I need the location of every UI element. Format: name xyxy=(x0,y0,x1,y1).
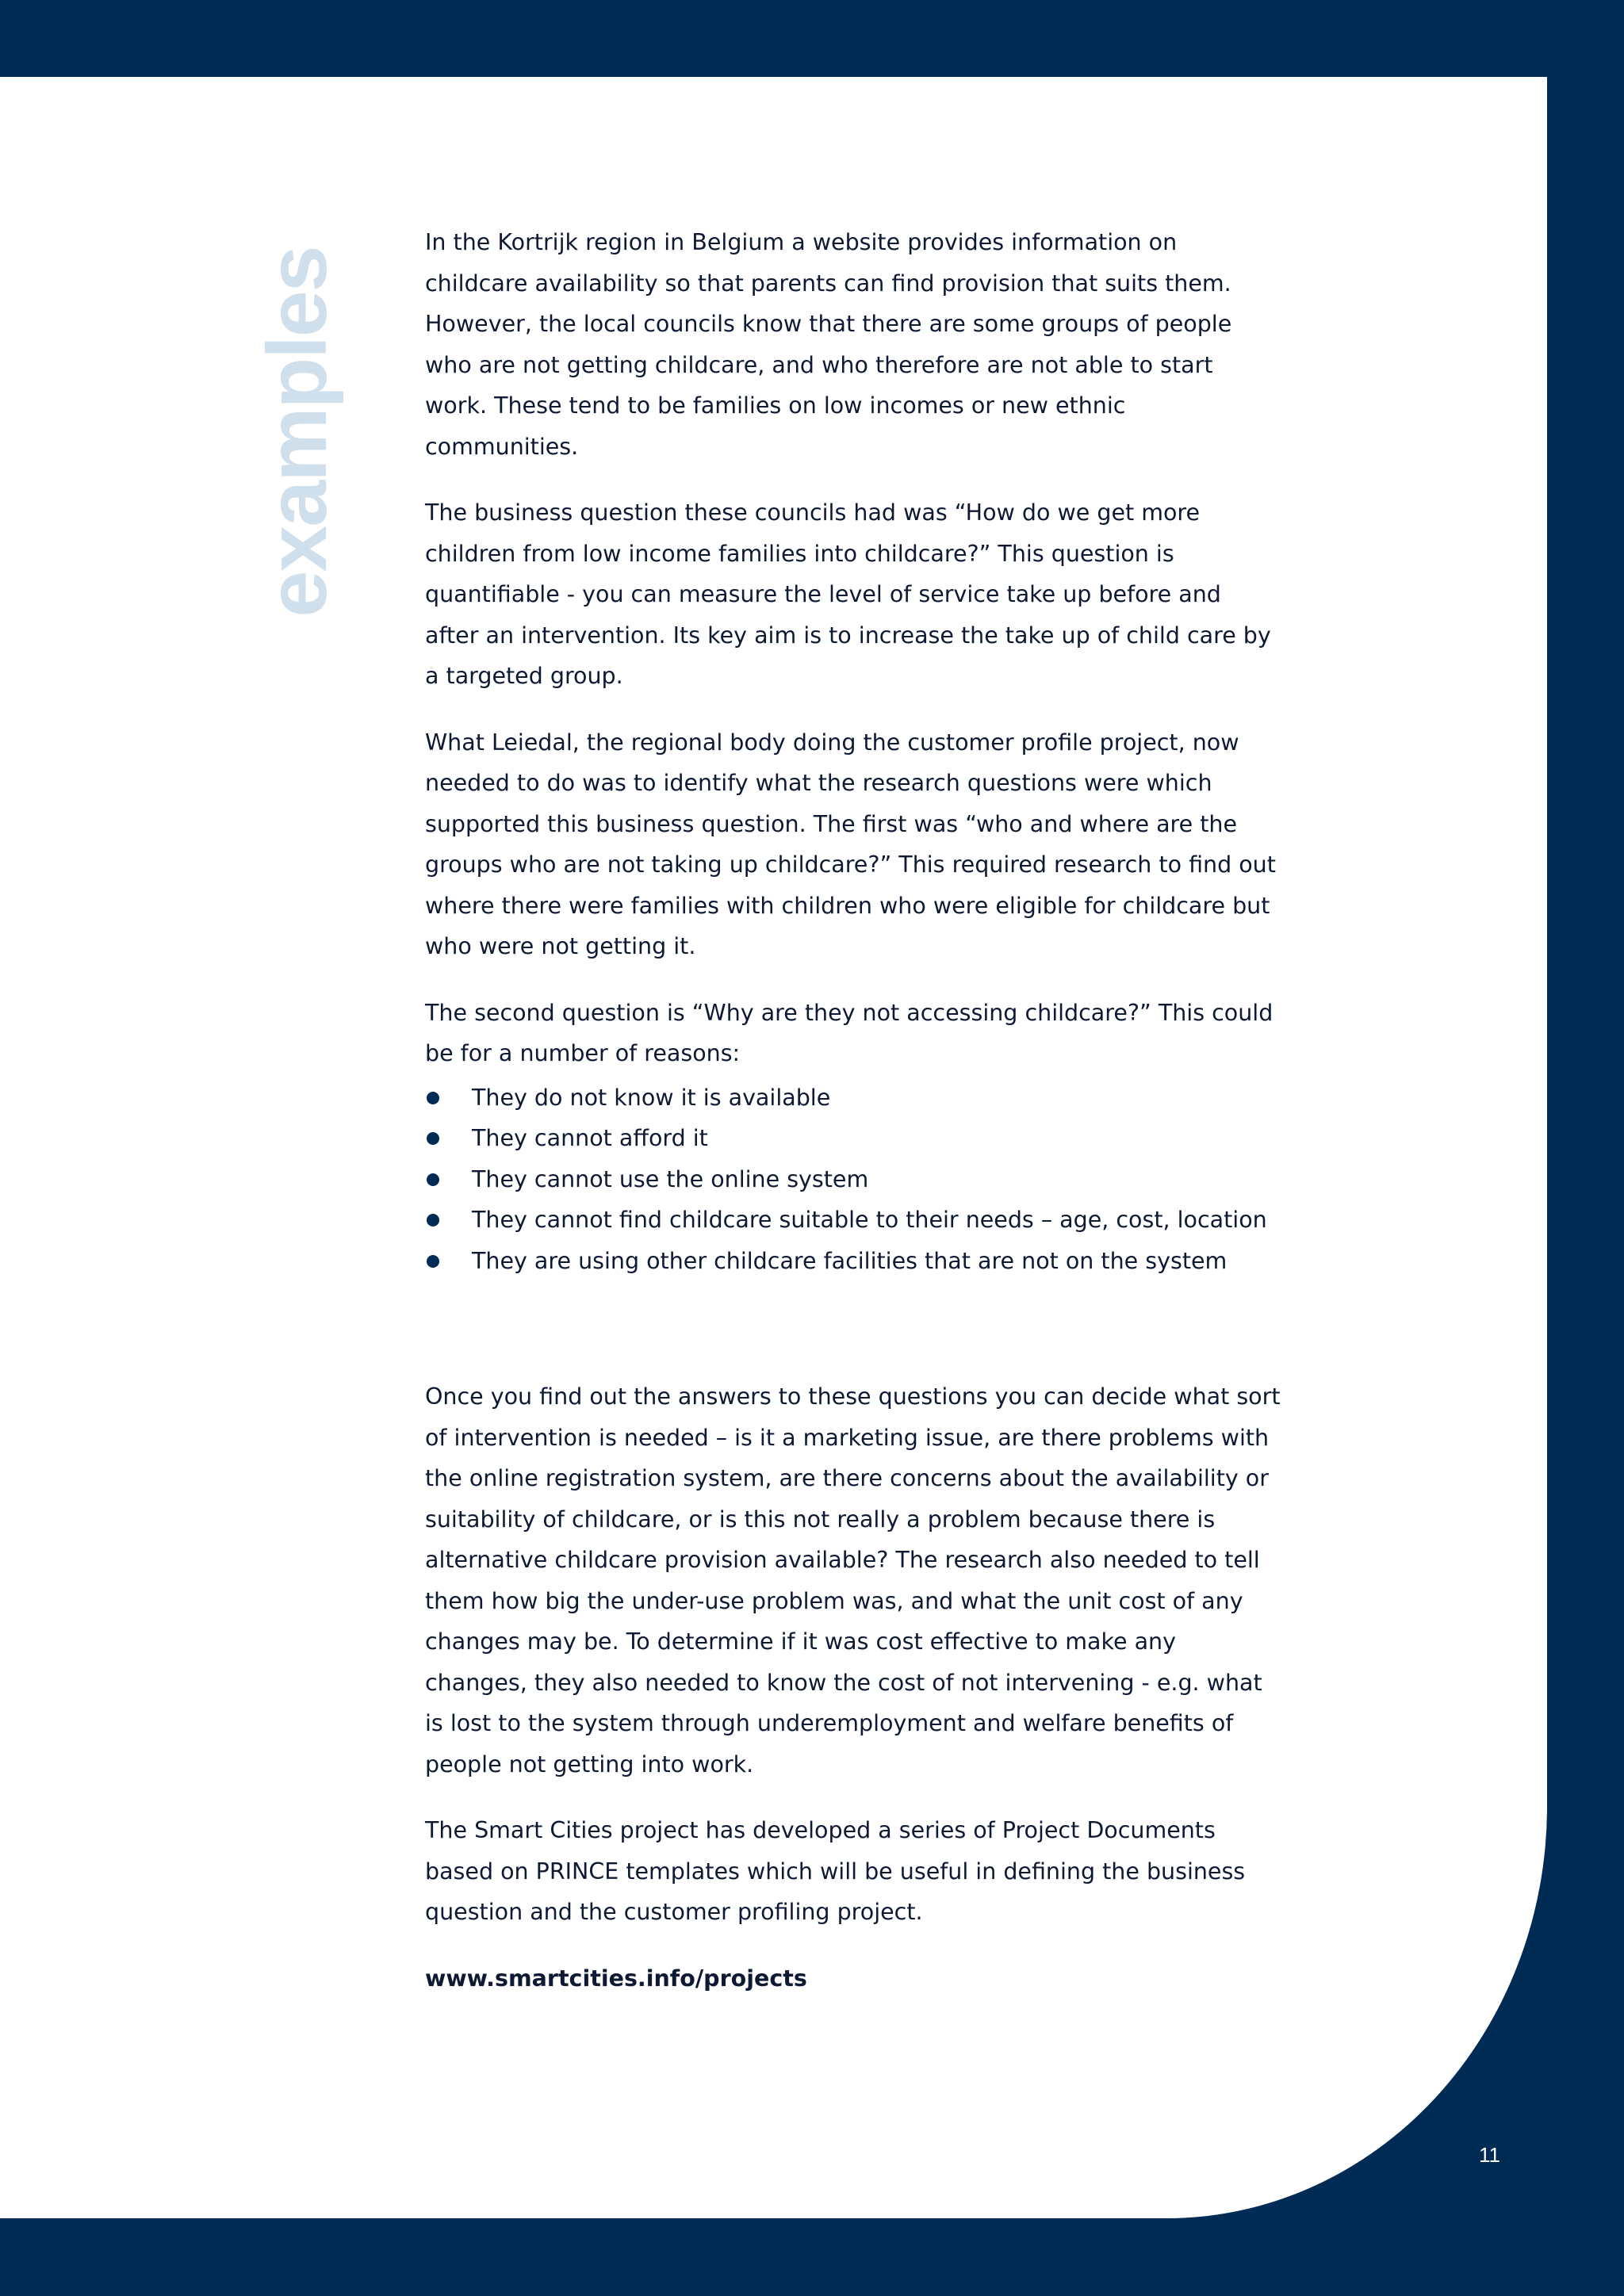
paragraph-business-question: The business question these councils had was “How do we get more children from low income families into childcare?” This question is quantifiable - you can measure the level of service take up before and after an intervention. Its key aim is to increase the take up of child care by a targeted group. xyxy=(425,499,1271,689)
paragraph-project-documents: The Smart Cities project has developed a series of Project Documents based on PRINCE templates which will be useful in defining the business question and the customer profiling project. xyxy=(425,1817,1246,1926)
paragraph-intro: In the Kortrijk region in Belgium a website provides information on childcare availability so that parents can find provision that suits them. However, the local councils know that there are some groups of people who are not getting childcare, and who therefore are not able to start work. These tend to be families on low incomes or new ethnic communities. xyxy=(425,229,1232,460)
list-item-text: They are using other childcare facilities that are not on the system xyxy=(472,1247,1228,1274)
list-item xyxy=(425,1241,1281,1282)
bullet-dot-icon xyxy=(427,1132,439,1145)
list-item xyxy=(425,1118,1281,1159)
page-number: 11 xyxy=(1479,2143,1500,2167)
section-gap xyxy=(425,1281,1281,1376)
list-item xyxy=(425,1077,1281,1119)
list-item-text: They cannot afford it xyxy=(472,1125,708,1152)
reasons-list xyxy=(425,1077,1281,1282)
list-item-text: They cannot find childcare suitable to their needs – age, cost, location xyxy=(472,1207,1267,1234)
list-item-text: They do not know it is available xyxy=(472,1084,831,1111)
bullet-dot-icon xyxy=(427,1214,439,1226)
document-body xyxy=(425,222,1281,2024)
projects-link[interactable]: www.smartcities.info/projects xyxy=(425,1965,807,1992)
paragraph-interventions: Once you find out the answers to these questions you can decide what sort of intervention is needed – is it a marketing issue, are there problems with the online registration system, are there concerns about the availability or suitability of childcare, or is this not really a problem because there is alternative childcare provision available? The research also needed to tell them how big the under-use problem was, and what the unit cost of any changes may be. To determine if it was cost effective to make any changes, they also needed to know the cost of not intervening - e.g. what is lost to the system through underemployment and welfare benefits of people not getting into work. xyxy=(425,1383,1281,1777)
bullet-dot-icon xyxy=(427,1092,439,1104)
list-item-text: They cannot use the online system xyxy=(472,1165,869,1192)
paragraph-research-questions: What Leiedal, the regional body doing the customer profile project, now needed to do was to identify what the research questions were which supported this business question. The first was “who and where are the groups who are not taking up childcare?” This required research to find out where there were families with children who were eligible for childcare but who were not getting it. xyxy=(425,729,1276,959)
list-item xyxy=(425,1159,1281,1200)
paragraph-second-question: The second question is “Why are they not accessing childcare?” This could be for a number of reasons: xyxy=(425,999,1274,1066)
bullet-dot-icon xyxy=(427,1173,439,1186)
list-item xyxy=(425,1200,1281,1241)
bullet-dot-icon xyxy=(427,1255,439,1268)
side-label-text: examples xyxy=(251,247,344,618)
